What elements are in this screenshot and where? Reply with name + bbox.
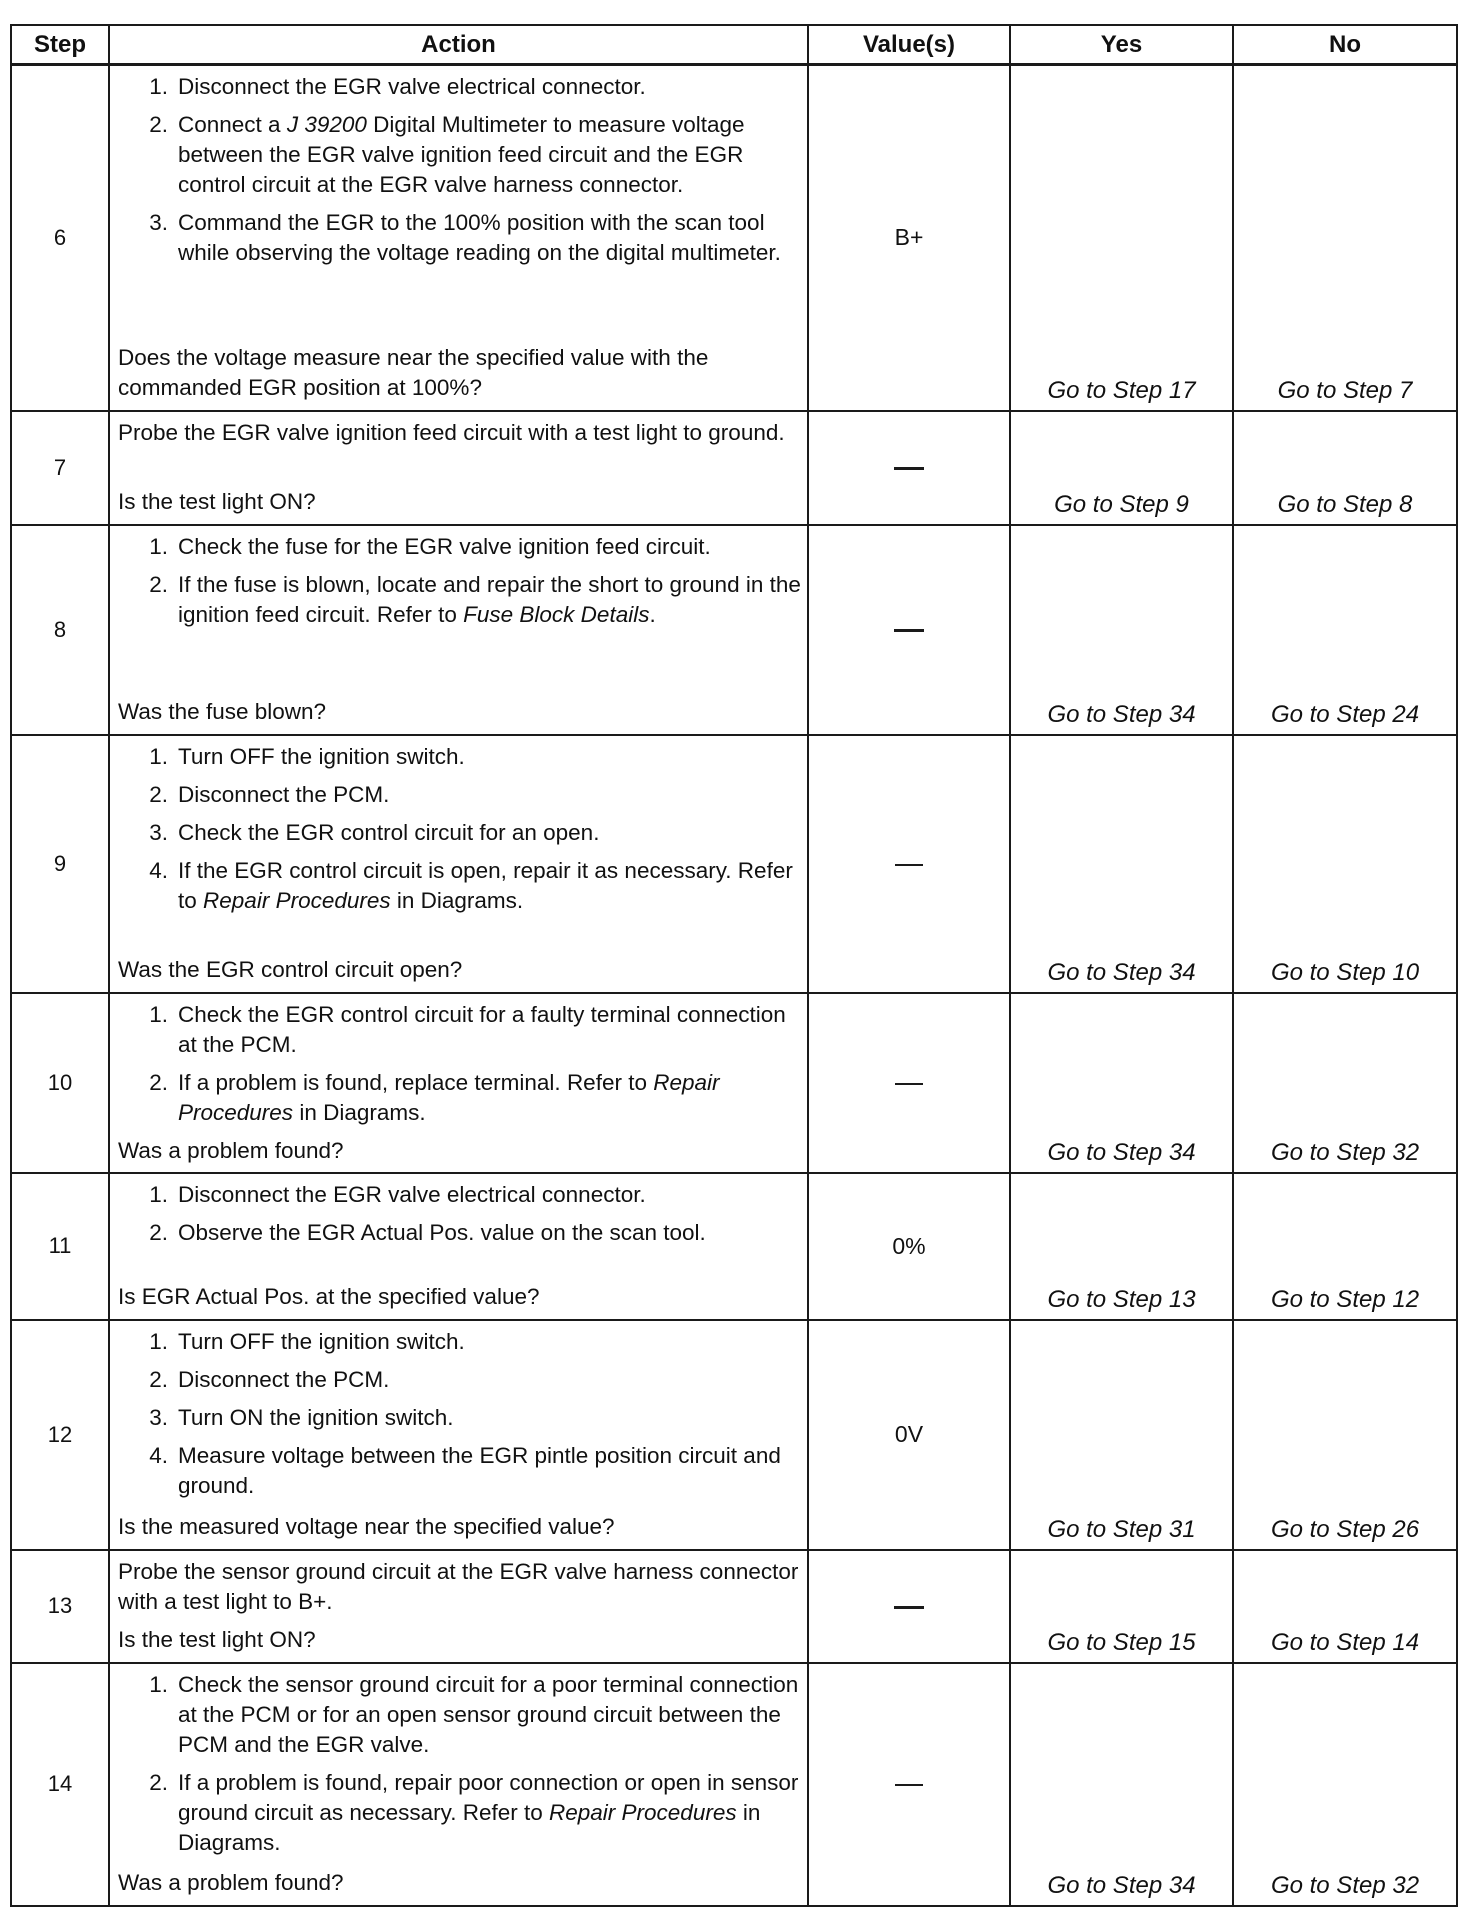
question: Was the EGR control circuit open? [118, 956, 463, 982]
action-item: 3. Turn ON the ignition switch. [149, 1404, 454, 1430]
value-cell [808, 1550, 1010, 1663]
table-row [11, 735, 1457, 993]
dash-mark [895, 864, 923, 866]
action-item: 4. Measure voltage between the EGR pintle position circuit and ground. [149, 1442, 781, 1498]
action-item: 1. Check the sensor ground circuit for a poor terminal connection at the PCM or for an open sensor ground circuit between the PCM and the EGR valve. [149, 1671, 799, 1757]
action-item: 2. If a problem is found, repair poor connection or open in sensor ground circuit as necessary. Refer to Repair Procedures in Diagrams. [149, 1769, 799, 1855]
step-number: 13 [11, 1550, 109, 1663]
action-text: Probe the EGR valve ignition feed circuit with a test light to ground. [118, 419, 785, 445]
doc-reference: Repair Procedures [203, 887, 391, 913]
yes-link[interactable]: Go to Step 17 [1010, 65, 1233, 411]
action-cell [109, 1173, 808, 1320]
table-row [11, 993, 1457, 1173]
action-cell [109, 993, 808, 1173]
action-text: Probe the sensor ground circuit at the EGR valve harness connector with a test light to B+. [118, 1558, 799, 1614]
yes-link[interactable]: Go to Step 9 [1010, 411, 1233, 525]
value-cell [808, 411, 1010, 525]
step-number: 10 [11, 993, 109, 1173]
action-item: 1. Check the EGR control circuit for a faulty terminal connection at the PCM. [149, 1001, 786, 1057]
step-number: 9 [11, 735, 109, 993]
col-header-values: Value(s) [808, 25, 1010, 65]
question: Was a problem found? [118, 1137, 344, 1163]
value-cell [808, 735, 1010, 993]
yes-link[interactable]: Go to Step 34 [1010, 525, 1233, 735]
question: Is the measured voltage near the specified value? [118, 1513, 615, 1539]
action-item: 1. Check the fuse for the EGR valve ignition feed circuit. [149, 533, 711, 559]
action-item: 1. Turn OFF the ignition switch. [149, 743, 465, 769]
action-item: 2. If a problem is found, replace terminal. Refer to Repair Procedures in Diagrams. [149, 1069, 720, 1125]
yes-link[interactable]: Go to Step 34 [1010, 735, 1233, 993]
table-row [11, 65, 1457, 411]
question: Was a problem found? [118, 1869, 344, 1895]
diagnostic-table [10, 24, 1458, 1907]
yes-link[interactable]: Go to Step 34 [1010, 1663, 1233, 1906]
action-item: 2. Connect a J 39200 Digital Multimeter to measure voltage between the EGR valve ignition feed circuit and the EGR control circuit at the EGR valve harness connector. [149, 112, 745, 197]
no-link[interactable]: Go to Step 8 [1233, 411, 1457, 525]
value-cell: 0V [808, 1320, 1010, 1550]
col-header-action: Action [109, 25, 808, 65]
action-item: 2. Observe the EGR Actual Pos. value on the scan tool. [149, 1219, 706, 1245]
step-number: 11 [11, 1173, 109, 1320]
action-cell [109, 65, 808, 411]
no-link[interactable]: Go to Step 14 [1233, 1550, 1457, 1663]
question: Was the fuse blown? [118, 698, 327, 724]
tool-reference: J 39200 [286, 112, 367, 137]
step-number: 14 [11, 1663, 109, 1906]
step-number: 6 [11, 65, 109, 411]
value-cell [808, 1663, 1010, 1906]
action-item: 4. If the EGR control circuit is open, repair it as necessary. Refer to Repair Procedures in Diagrams. [149, 857, 793, 913]
action-item: 3. Command the EGR to the 100% position with the scan tool while observing the voltage reading on the digital multimeter. [149, 210, 781, 265]
no-link[interactable]: Go to Step 24 [1233, 525, 1457, 735]
action-item: 2. Disconnect the PCM. [149, 1366, 390, 1392]
no-link[interactable]: Go to Step 12 [1233, 1173, 1457, 1320]
col-header-no: No [1233, 25, 1457, 65]
action-item: 1. Disconnect the EGR valve electrical connector. [149, 74, 646, 99]
step-number: 7 [11, 411, 109, 525]
table-row [11, 1550, 1457, 1663]
dash-mark [894, 467, 924, 470]
col-header-yes: Yes [1010, 25, 1233, 65]
doc-reference: Repair Procedures [178, 1069, 720, 1125]
col-header-step: Step [11, 25, 109, 65]
action-cell [109, 1320, 808, 1550]
yes-link[interactable]: Go to Step 15 [1010, 1550, 1233, 1663]
value-cell: B+ [808, 65, 1010, 411]
yes-link[interactable]: Go to Step 13 [1010, 1173, 1233, 1320]
step-number: 12 [11, 1320, 109, 1550]
dash-mark [894, 629, 924, 632]
doc-reference: Repair Procedures [549, 1799, 737, 1825]
dash-mark [895, 1083, 923, 1085]
action-cell [109, 1550, 808, 1663]
dash-mark [895, 1784, 923, 1786]
value-cell: 0% [808, 1173, 1010, 1320]
value-cell [808, 993, 1010, 1173]
question: Is EGR Actual Pos. at the specified value? [118, 1283, 540, 1309]
question: Is the test light ON? [118, 488, 316, 514]
no-link[interactable]: Go to Step 32 [1233, 1663, 1457, 1906]
no-link[interactable]: Go to Step 32 [1233, 993, 1457, 1173]
table-row [11, 1663, 1457, 1906]
table-row [11, 525, 1457, 735]
yes-link[interactable]: Go to Step 31 [1010, 1320, 1233, 1550]
no-link[interactable]: Go to Step 26 [1233, 1320, 1457, 1550]
step-number: 8 [11, 525, 109, 735]
no-link[interactable]: Go to Step 7 [1233, 65, 1457, 411]
action-cell [109, 735, 808, 993]
yes-link[interactable]: Go to Step 34 [1010, 993, 1233, 1173]
action-cell [109, 411, 808, 525]
action-item: 3. Check the EGR control circuit for an open. [149, 819, 600, 845]
table-row [11, 411, 1457, 525]
action-item: 2. Disconnect the PCM. [149, 781, 390, 807]
value-cell [808, 525, 1010, 735]
table-row [11, 1320, 1457, 1550]
table-row [11, 1173, 1457, 1320]
doc-reference: Fuse Block Details [463, 601, 650, 627]
action-item: 1. Disconnect the EGR valve electrical connector. [149, 1181, 646, 1207]
action-item: 2. If the fuse is blown, locate and repair the short to ground in the ignition feed circuit. Refer to Fuse Block Details. [149, 571, 801, 627]
dash-mark [894, 1606, 924, 1609]
action-cell [109, 525, 808, 735]
header-row [11, 25, 1457, 65]
question: Is the test light ON? [118, 1626, 316, 1652]
no-link[interactable]: Go to Step 10 [1233, 735, 1457, 993]
question: Does the voltage measure near the specified value with the commanded EGR position at 100%? [118, 345, 709, 400]
action-cell [109, 1663, 808, 1906]
action-item: 1. Turn OFF the ignition switch. [149, 1328, 465, 1354]
